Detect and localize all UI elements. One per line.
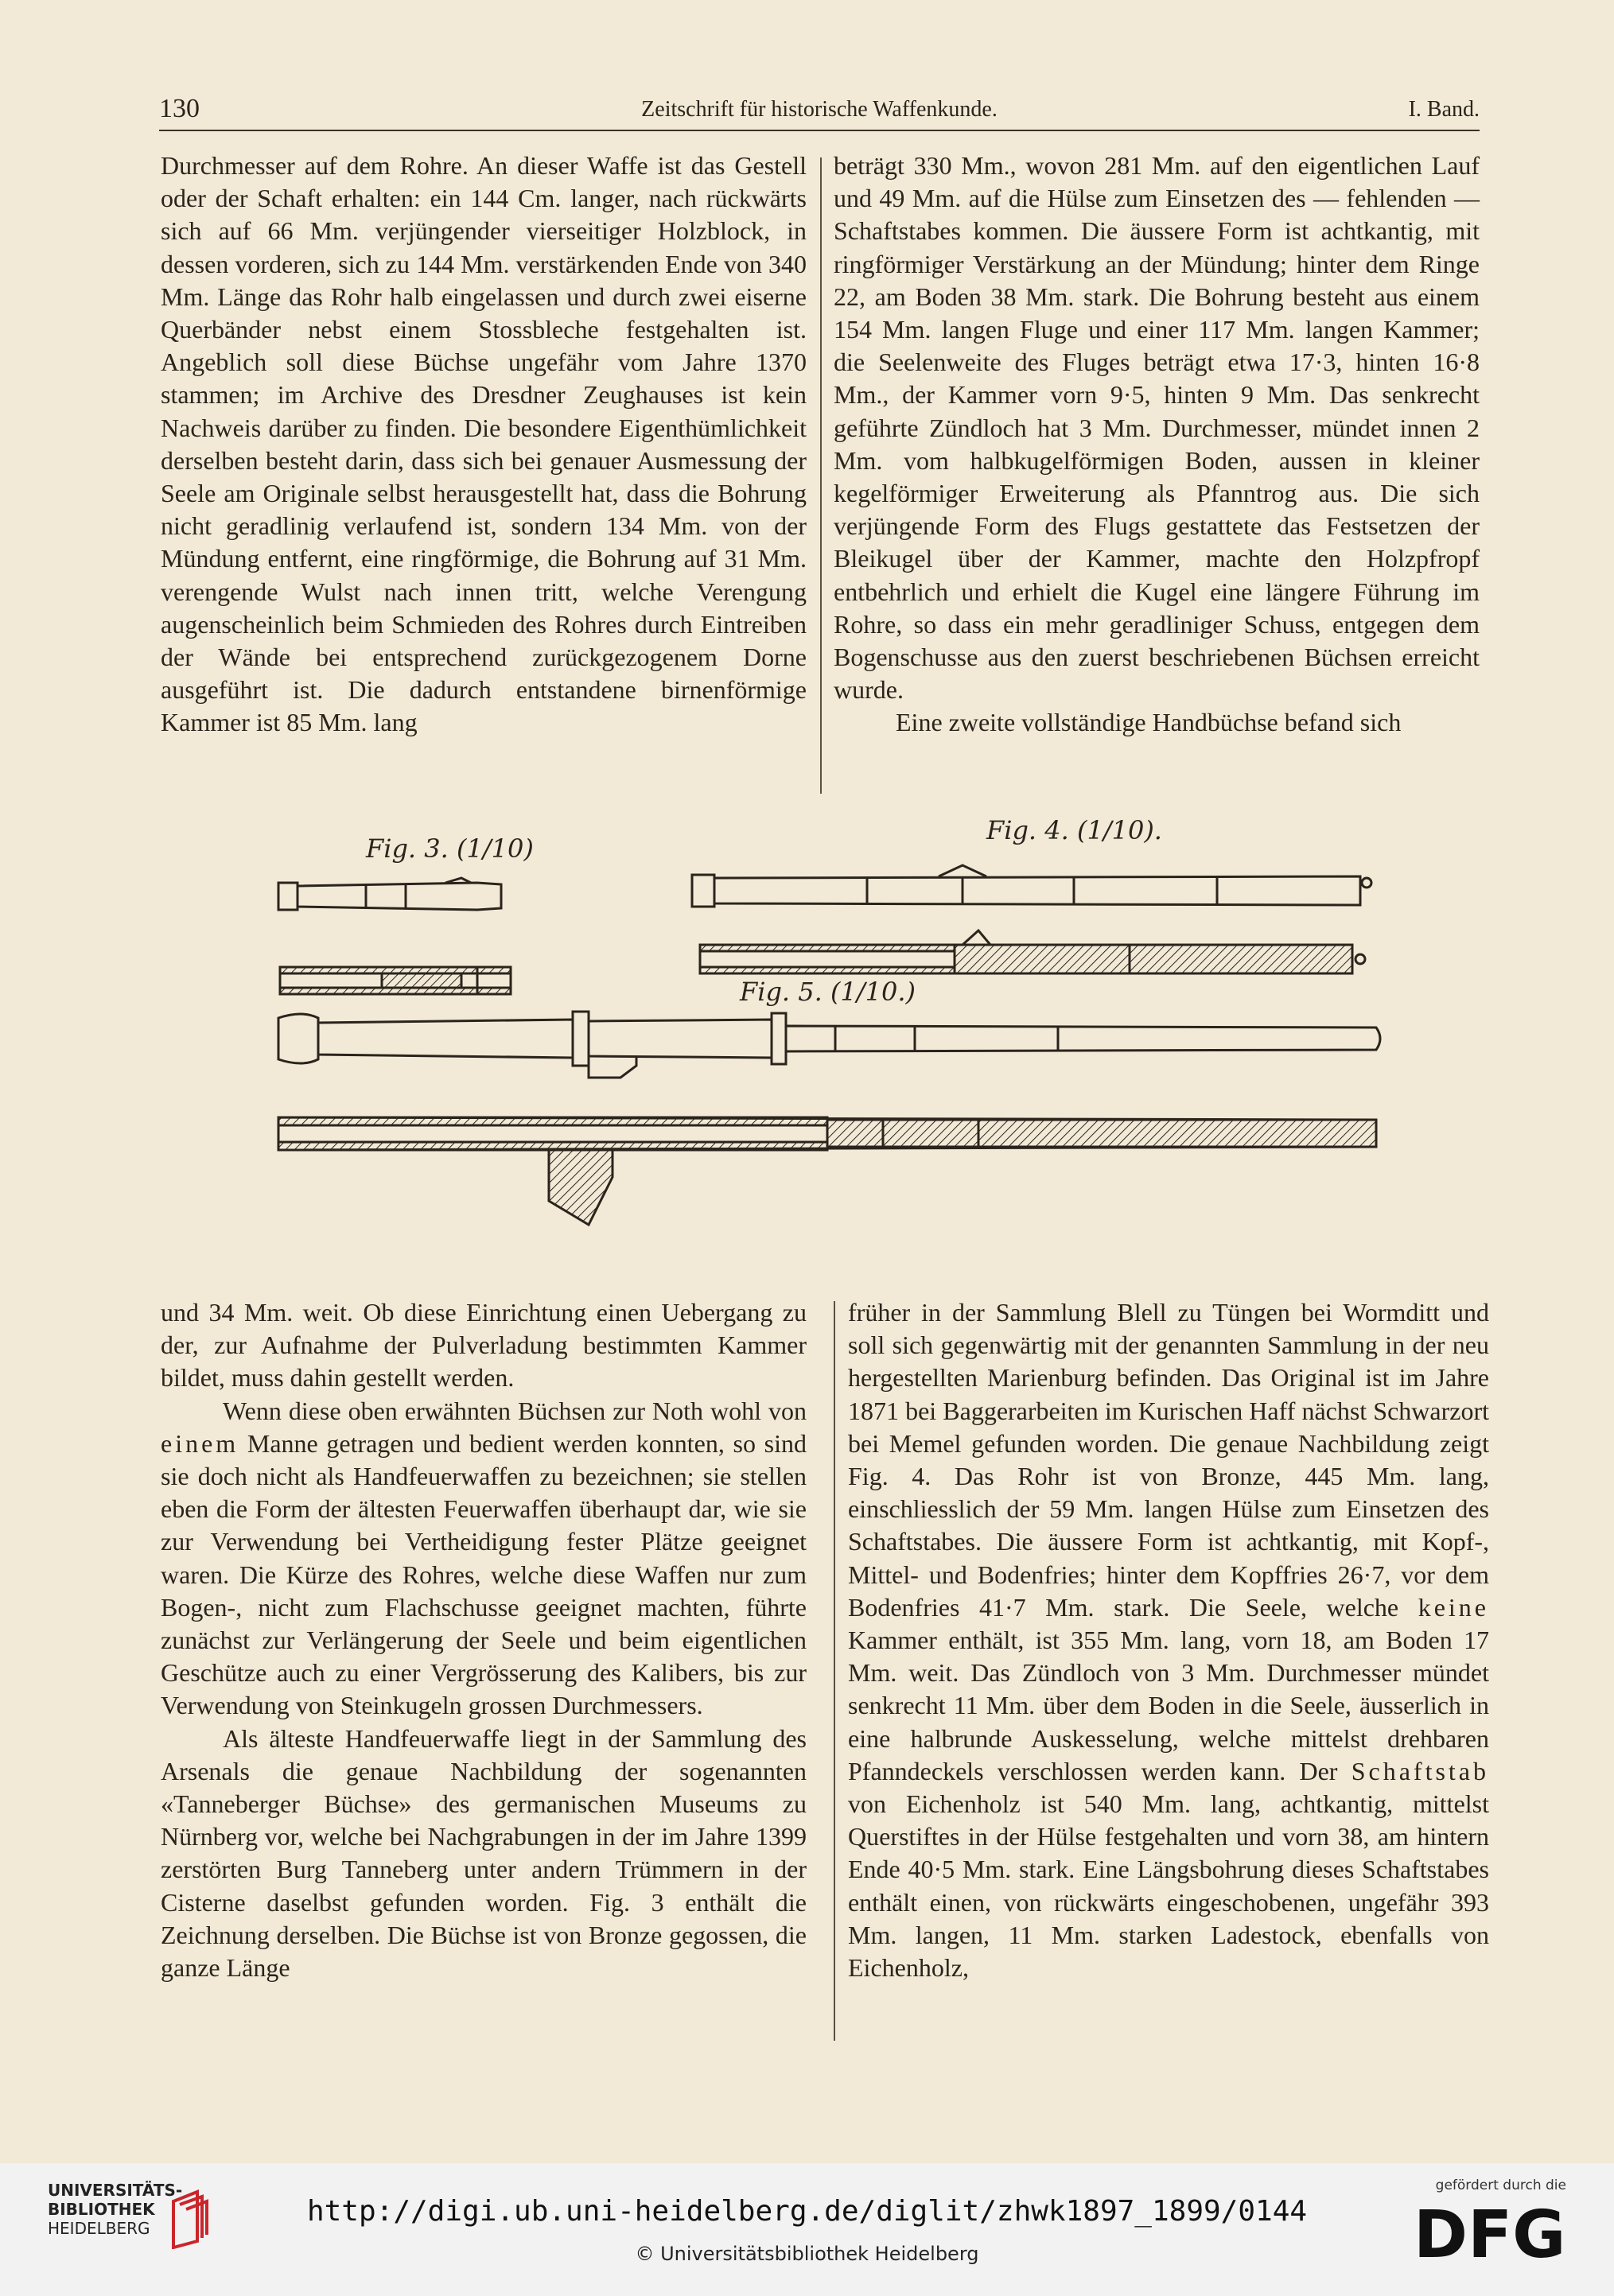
journal-title: Zeitschrift für historische Waffenkunde.: [641, 97, 998, 122]
emphasized-word: einem: [161, 1428, 239, 1458]
figure-4-caption: Fig. 4. (1/10).: [986, 815, 1162, 845]
gun-drawings: [263, 803, 1408, 1288]
svg-text:DFG: DFG: [1414, 2197, 1566, 2268]
running-head: [159, 94, 1480, 134]
text-column-top-right: [834, 150, 1480, 740]
volume-label: I. Band.: [1408, 97, 1480, 122]
emphasized-word: keine: [1418, 1592, 1489, 1622]
figure-area: [263, 803, 1408, 1288]
fig3-section-drawing: [280, 967, 511, 994]
paragraph: und 34 Mm. weit. Ob diese Einrichtung einen Uebergang zu der, zur Aufnahme der Pulverladung bestimmten Kammer bildet, muss dahin gestellt werden.: [161, 1298, 807, 1393]
paragraph: Als älteste Handfeuerwaffe liegt in der Sammlung des Arsenals die genaue Nachbildung der sogenannten «Tanneberger Büchse» des germanischen Museums zu Nürnberg vor, welche bei Nachgrabungen in der im Jahre 1399 zerstörten Burg Tanneberg unter andern Trümmern in der Cisterne daselbst gefunden worden. Fig. 3 enthält die Zeichnung derselben. Die Büchse ist von Bronze gegossen, die ganze Länge: [161, 1723, 807, 1983]
paragraph: beträgt 330 Mm., wovon 281 Mm. auf den eigentlichen Lauf und 49 Mm. auf die Hülse zum Einsetzen des — fehlenden — Schaftstabes kommen. Die äussere Form ist achtkantig, mit ringförmiger Verstärkung an der Mündung; hinter dem Ringe 22, am Boden 38 Mm. stark. Die Bohrung besteht aus einem 154 Mm. langen Fluge und einer 117 Mm. langen Kammer; die Seelenweite des Fluges beträgt etwa 17·3, hinten 16·8 Mm., der Kammer vorn 9·5, hinten 9 Mm. Das senkrecht geführte Zündloch hat 3 Mm. Durchmesser, mündet innen 2 Mm. vom halbkugelförmigen Boden, aussen in kleiner kegelförmiger Erweiterung als Pfanntrog aus. Die sich verjüngende Form des Flugs gestattete das Festsetzen der Bleikugel über der Kammer, machte den Holzpfropf entbehrlich und erhielt die Kugel eine längere Führung im Rohre, so dass ein mehr geradliniger Schuss, entgegen dem Bogenschusse aus den zuerst beschriebenen Büchsen erreicht wurde.: [834, 151, 1480, 705]
copyright-notice: © Universitätsbibliothek Heidelberg: [635, 2243, 979, 2265]
dfg-logo-icon: [1414, 2197, 1573, 2268]
text-column-top-left: [161, 150, 807, 740]
fig4-section-drawing: [700, 930, 1365, 973]
fig5-exterior-drawing: [278, 1012, 1380, 1078]
fig4-exterior-drawing: [692, 865, 1371, 907]
column-divider: [820, 157, 822, 794]
paragraph: Wenn diese oben erwähnten Büchsen zur Noth wohl von einem Manne getragen und bedient werden konnten, so sind sie doch nicht als Handfeuerwaffen zu bezeichnen; sie stellen eben die Form der ältesten Feuerwaffen überhaupt dar, wie sie zur Verwendung bei Vertheidigung fester Plätze geeignet waren. Die Kürze des Rohres, welche diese Waffen nur zum Bogen-, nicht zum Flachschusse geeignet machten, führte zunächst zur Verlängerung der Seele und beim eigentlichen Geschütze auch zu einer Vergrösserung des Kalibers, bis zur Verwendung von Steinkugeln grossen Durchmessers.: [161, 1396, 807, 1720]
figure-5-caption: Fig. 5. (1/10.): [740, 977, 916, 1007]
fig5-section-drawing: [278, 1117, 1376, 1225]
column-divider: [834, 1301, 835, 2041]
header-rule: [159, 130, 1480, 131]
paragraph: Durchmesser auf dem Rohre. An dieser Waffe ist das Gestell oder der Schaft erhalten: ein 144 Cm. langer, nach rückwärts sich auf 66 Mm. verjüngender vierseitiger Holzblock, in dessen vorderen, sich zu 144 Mm. verstärkenden Ende von 340 Mm. Länge das Rohr halb eingelassen und durch zwei eiserne Querbänder nebst einem Stossbleche festgehalten ist. Angeblich soll diese Büchse ungefähr vom Jahre 1370 stammen; im Archive des Dresdner Zeughauses ist kein Nachweis darüber zu finden. Die besondere Eigenthümlichkeit derselben besteht darin, dass sich bei genauer Ausmessung der Seele am Originale selbst herausgestellt hat, dass die Bohrung nicht geradlinig verlaufend ist, sondern 134 Mm. von der Mündung entfernt, eine ringförmige, die Bohrung auf 31 Mm. verengende Wulst nach innen tritt, welche Verengung augenscheinlich beim Schmieden des Rohres durch Eintreiben der Wände bei entsprechend zurückgezogenem Dorne ausgeführt ist. Die dadurch entstandene birnenförmige Kammer ist 85 Mm. lang: [161, 151, 807, 737]
figure-3-caption: Fig. 3. (1/10): [366, 833, 534, 864]
text-column-bottom-left: [161, 1296, 807, 1984]
paragraph: Eine zweite vollständige Handbüchse befand sich: [896, 708, 1402, 737]
library-name: UNIVERSITÄTS- BIBLIOTHEK HEIDELBERG: [48, 2181, 183, 2238]
digitization-footer: [0, 2163, 1614, 2296]
permalink-url[interactable]: http://digi.ub.uni-heidelberg.de/diglit/zhwk1897_1899/0144: [306, 2195, 1308, 2228]
funded-by-label: gefördert durch die: [1435, 2178, 1566, 2193]
fig3-exterior-drawing: [278, 878, 501, 910]
emphasized-word: Schaftstab: [1351, 1756, 1489, 1785]
page-number: 130: [159, 94, 200, 123]
text-column-bottom-right: [848, 1296, 1489, 1984]
paragraph: früher in der Sammlung Blell zu Tüngen bei Wormditt und soll sich gegenwärtig mit der genannten Sammlung in der neu hergestellten Marienburg befinden. Das Original ist im Jahre 1871 bei Baggerarbeiten im Kurischen Haff nächst Schwarzort bei Memel gefunden worden. Die genaue Nachbildung zeigt Fig. 4. Das Rohr ist von Bronze, 445 Mm. lang, einschliesslich der 59 Mm. langen Hülse zum Einsetzen des Schaftstabes. Die äussere Form ist achtkantig, mit Kopf-, Mittel- und Bodenfries; hinter dem Kopffries 26·7, vor dem Bodenfries 41·7 Mm. stark. Die Seele, welche keine Kammer enthält, ist 355 Mm. lang, vorn 18, am Boden 17 Mm. weit. Das Zündloch von 3 Mm. Durchmesser mündet senkrecht 11 Mm. über dem Boden in die Seele, äusserlich in eine halbrunde Auskesselung, welche mittelst drehbaren Pfanndeckels verschlossen werden kann. Der Schaftstab von Eichenholz ist 540 Mm. lang, achtkantig, mittelst Querstiftes in der Hülse festgehalten und vorn 38, am hintern Ende 40·5 Mm. stark. Eine Längsbohrung dieses Schaftstabes enthält einen, von rückwärts eingeschobenen, ungefähr 393 Mm. langen, 11 Mm. starken Ladestock, ebenfalls von Eichenholz,: [848, 1298, 1489, 1983]
